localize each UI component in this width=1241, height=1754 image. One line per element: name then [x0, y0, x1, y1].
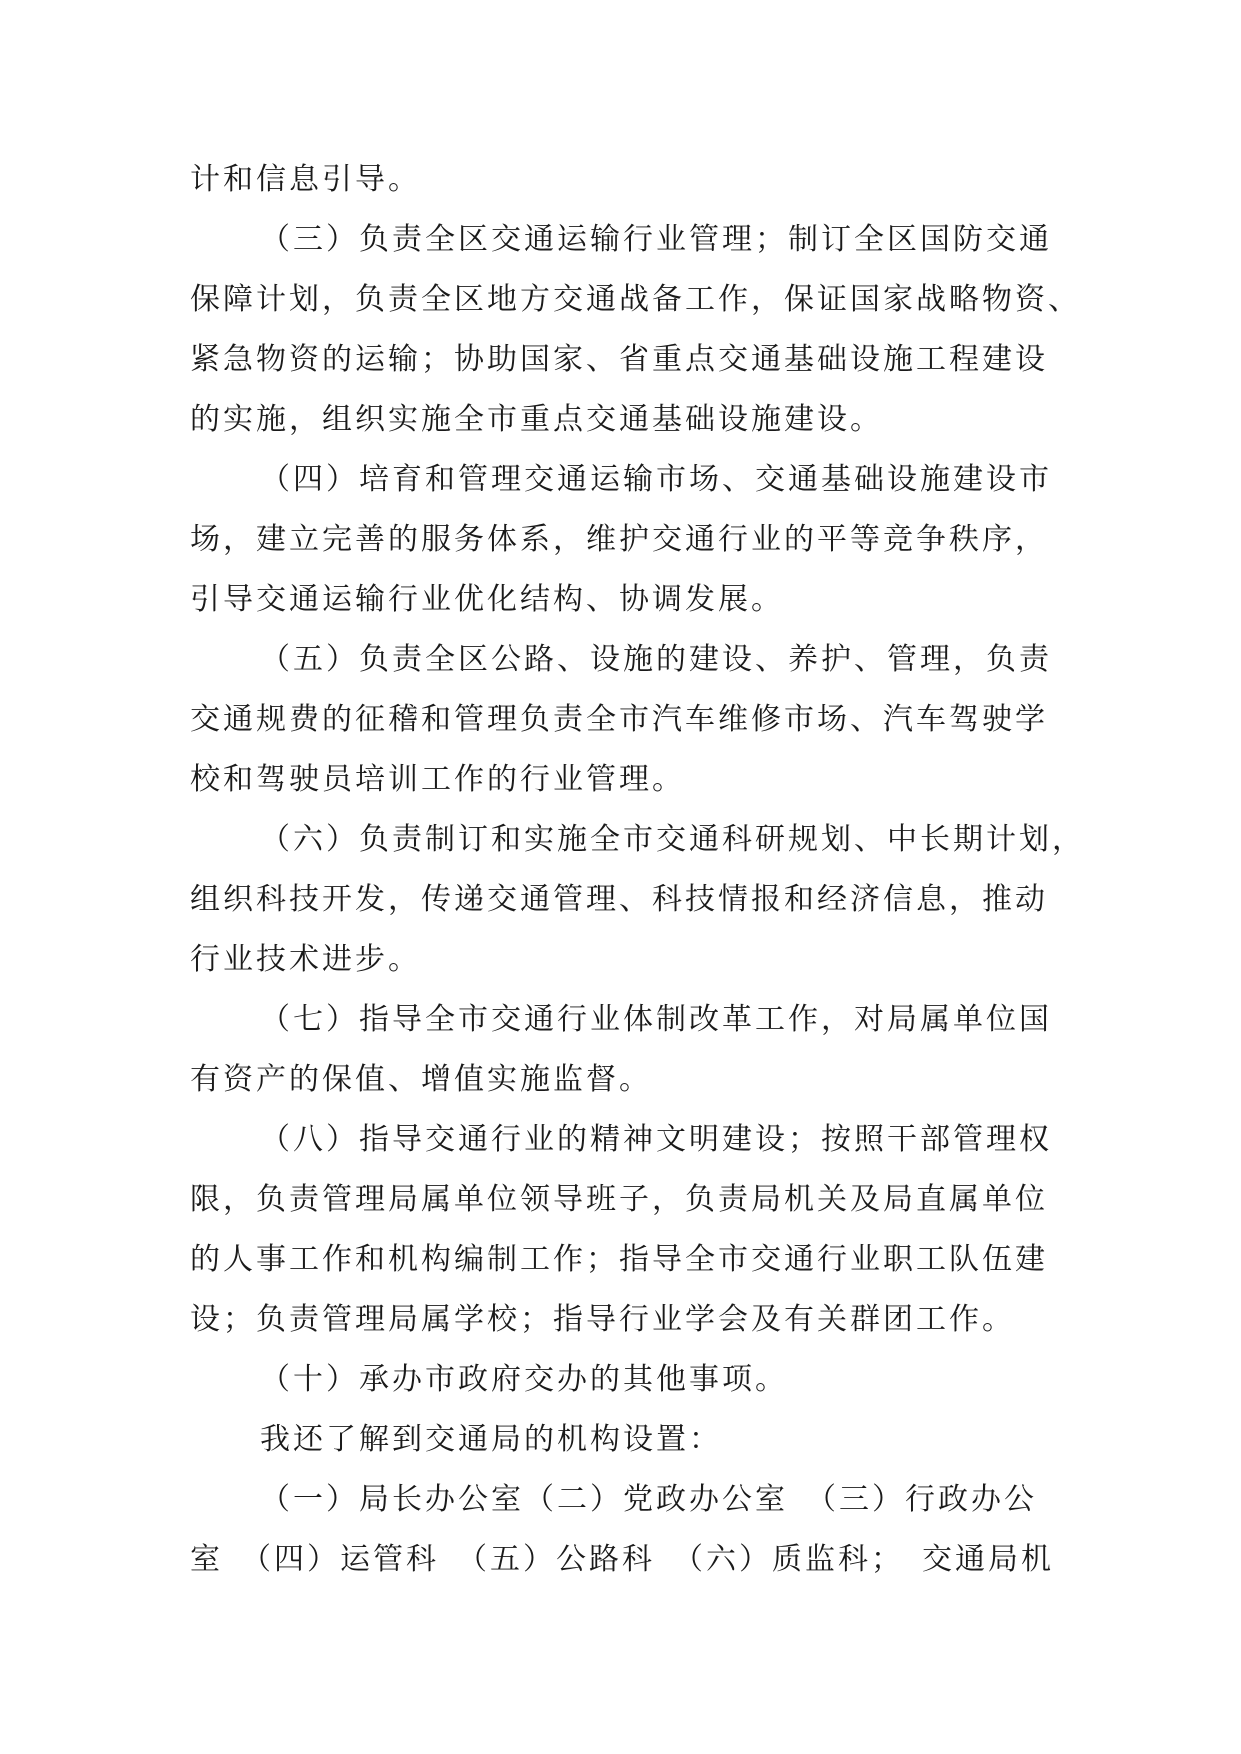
text-line: （三）负责全区交通运输行业管理；制订全区国防交通: [260, 222, 1052, 257]
text-line: （五）负责全区公路、设施的建设、养护、管理，负责: [260, 642, 1052, 677]
text-line: 交通规费的征稽和管理负责全市汽车维修市场、汽车驾驶学: [190, 702, 1048, 737]
text-line: 的人事工作和机构编制工作；指导全市交通行业职工队伍建: [190, 1242, 1048, 1277]
text-line: （六）负责制订和实施全市交通科研规划、中长期计划，: [260, 822, 1085, 857]
text-line: 校和驾驶员培训工作的行业管理。: [190, 762, 685, 797]
text-line: 紧急物资的运输；协助国家、省重点交通基础设施工程建设: [190, 342, 1048, 377]
text-line: （十）承办市政府交办的其他事项。: [260, 1362, 788, 1397]
text-line: （四）培育和管理交通运输市场、交通基础设施建设市: [260, 462, 1052, 497]
text-line: 行业技术进步。: [190, 942, 421, 977]
text-line: 引导交通运输行业优化结构、协调发展。: [190, 582, 784, 617]
text-line: （八）指导交通行业的精神文明建设；按照干部管理权: [260, 1122, 1052, 1157]
text-line: 我还了解到交通局的机构设置：: [260, 1422, 722, 1457]
text-line: 组织科技开发，传递交通管理、科技情报和经济信息，推动: [190, 882, 1048, 917]
text-line: 计和信息引导。: [190, 162, 421, 197]
text-line: （七）指导全市交通行业体制改革工作，对局属单位国: [260, 1002, 1052, 1037]
text-line: 有资产的保值、增值实施监督。: [190, 1062, 652, 1097]
text-line: 的实施，组织实施全市重点交通基础设施建设。: [190, 402, 883, 437]
body-text: [190, 150, 1085, 1590]
text-line: 设；负责管理局属学校；指导行业学会及有关群团工作。: [190, 1302, 1015, 1337]
text-line: 室 （四）运管科 （五）公路科 （六）质监科； 交通局机: [190, 1542, 1054, 1577]
text-line: （一）局长办公室（二）党政办公室 （三）行政办公: [260, 1482, 1037, 1517]
text-line: 场，建立完善的服务体系，维护交通行业的平等竞争秩序，: [190, 522, 1048, 557]
text-line: 限，负责管理局属单位领导班子，负责局机关及局直属单位: [190, 1182, 1048, 1217]
text-line: 保障计划，负责全区地方交通战备工作，保证国家战略物资、: [190, 282, 1081, 317]
